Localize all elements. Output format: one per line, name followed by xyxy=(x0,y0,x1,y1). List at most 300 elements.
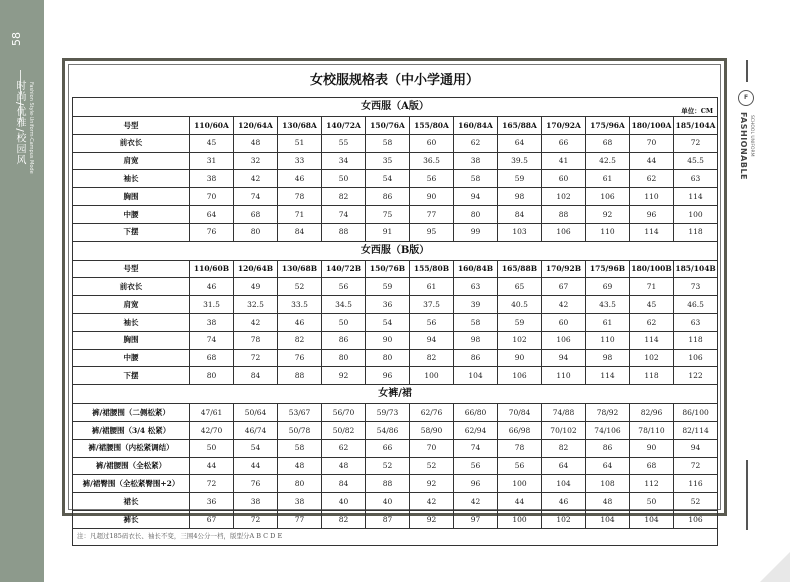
table-cell: 63 xyxy=(674,313,718,331)
table-cell: 48 xyxy=(234,134,278,152)
table-cell: 37.5 xyxy=(410,296,454,314)
row-label: 裙长 xyxy=(73,493,190,511)
table-row xyxy=(73,278,718,296)
table-cell: 36 xyxy=(366,296,410,314)
table-cell: 48 xyxy=(278,457,322,475)
table-row xyxy=(73,457,718,475)
size-header-cell: 175/96B xyxy=(586,260,630,278)
table-cell: 70/102 xyxy=(542,421,586,439)
table-cell: 62 xyxy=(630,313,674,331)
unit-label: 单位：CM xyxy=(681,106,714,115)
table-cell: 71 xyxy=(630,278,674,296)
size-header-cell: 160/84B xyxy=(454,260,498,278)
table-cell: 42 xyxy=(410,493,454,511)
table-cell: 88 xyxy=(542,205,586,223)
table-cell: 86/100 xyxy=(674,404,718,422)
table-cell: 49 xyxy=(234,278,278,296)
table-cell: 98 xyxy=(454,331,498,349)
table-cell: 59 xyxy=(498,170,542,188)
size-header-cell: 165/88A xyxy=(498,117,542,135)
brand-logo-icon: F xyxy=(738,90,754,106)
table-cell: 47/61 xyxy=(190,404,234,422)
table-cell: 76 xyxy=(234,475,278,493)
table-cell: 103 xyxy=(498,223,542,241)
size-header-cell: 110/60B xyxy=(190,260,234,278)
row-label: 前衣长 xyxy=(73,134,190,152)
table-cell: 66/98 xyxy=(498,421,542,439)
table-cell: 63 xyxy=(454,278,498,296)
size-header-cell: 185/104A xyxy=(674,117,718,135)
table-cell: 84 xyxy=(498,205,542,223)
table-cell: 99 xyxy=(454,223,498,241)
table-cell: 32 xyxy=(234,152,278,170)
table-cell: 91 xyxy=(366,223,410,241)
table-row xyxy=(73,296,718,314)
table-cell: 59 xyxy=(366,278,410,296)
size-header-cell: 170/92A xyxy=(542,117,586,135)
table-cell: 50 xyxy=(322,170,366,188)
section-title: 女裤/裙 xyxy=(73,385,718,404)
row-label: 裤/裙腰围（二侧松紧） xyxy=(73,404,190,422)
table-cell: 97 xyxy=(454,510,498,528)
table-cell: 88 xyxy=(366,475,410,493)
table-cell: 36.5 xyxy=(410,152,454,170)
size-header-cell: 140/72A xyxy=(322,117,366,135)
size-header-cell: 130/68A xyxy=(278,117,322,135)
table-cell: 106 xyxy=(586,188,630,206)
footnote: 注：凡超过185码衣长、袖长不变，三围4公分一档，版型分A B C D E xyxy=(73,528,718,545)
table-cell: 102 xyxy=(498,331,542,349)
table-cell: 50/78 xyxy=(278,421,322,439)
size-header-cell: 165/88B xyxy=(498,260,542,278)
table-cell: 68 xyxy=(586,134,630,152)
table-cell: 46.5 xyxy=(674,296,718,314)
table-cell: 82 xyxy=(322,510,366,528)
table-cell: 80 xyxy=(190,367,234,385)
table-cell: 104 xyxy=(454,367,498,385)
table-cell: 46 xyxy=(190,278,234,296)
row-label: 下摆 xyxy=(73,367,190,385)
brand-name: FASHIONABLE xyxy=(739,112,748,181)
table-cell: 106 xyxy=(542,223,586,241)
size-header-cell: 150/76B xyxy=(366,260,410,278)
table-cell: 100 xyxy=(498,510,542,528)
table-cell: 116 xyxy=(674,475,718,493)
row-label: 袖长 xyxy=(73,170,190,188)
table-cell: 43.5 xyxy=(586,296,630,314)
table-cell: 72 xyxy=(234,349,278,367)
table-row xyxy=(73,331,718,349)
table-cell: 87 xyxy=(366,510,410,528)
table-cell: 74 xyxy=(234,188,278,206)
table-cell: 68 xyxy=(190,349,234,367)
table-cell: 31 xyxy=(190,152,234,170)
table-cell: 60 xyxy=(542,313,586,331)
table-cell: 90 xyxy=(630,439,674,457)
table-cell: 44 xyxy=(234,457,278,475)
table-cell: 36 xyxy=(190,493,234,511)
table-cell: 94 xyxy=(674,439,718,457)
table-cell: 86 xyxy=(586,439,630,457)
table-cell: 39.5 xyxy=(498,152,542,170)
table-cell: 114 xyxy=(674,188,718,206)
table-cell: 74 xyxy=(190,331,234,349)
table-cell: 106 xyxy=(498,367,542,385)
table-cell: 82/96 xyxy=(630,404,674,422)
size-header-label: 号型 xyxy=(73,117,190,135)
table-cell: 77 xyxy=(278,510,322,528)
table-cell: 70/84 xyxy=(498,404,542,422)
table-cell: 118 xyxy=(630,367,674,385)
table-cell: 48 xyxy=(322,457,366,475)
table-cell: 70 xyxy=(190,188,234,206)
table-cell: 51 xyxy=(278,134,322,152)
table-cell: 73 xyxy=(674,278,718,296)
table-cell: 63 xyxy=(674,170,718,188)
table-row xyxy=(73,313,718,331)
table-cell: 50/82 xyxy=(322,421,366,439)
table-cell: 82 xyxy=(410,349,454,367)
brand-subtitle: SCHOOL UNIFORM xyxy=(749,115,754,157)
table-cell: 108 xyxy=(586,475,630,493)
table-cell: 71 xyxy=(278,205,322,223)
table-cell: 50 xyxy=(630,493,674,511)
table-cell: 82 xyxy=(542,439,586,457)
table-row xyxy=(73,475,718,493)
table-cell: 92 xyxy=(410,510,454,528)
sidebar-subtitle: Fashion Style·Uniform·Campus Mode xyxy=(28,82,34,174)
table-cell: 98 xyxy=(586,349,630,367)
table-cell: 74/88 xyxy=(542,404,586,422)
table-cell: 39 xyxy=(454,296,498,314)
table-cell: 78 xyxy=(498,439,542,457)
size-header-cell: 185/104B xyxy=(674,260,718,278)
table-cell: 56/70 xyxy=(322,404,366,422)
section-title: 女西服（B版） xyxy=(73,241,718,260)
size-header-cell: 120/64A xyxy=(234,117,278,135)
table-row xyxy=(73,421,718,439)
table-cell: 42/70 xyxy=(190,421,234,439)
table-row xyxy=(73,152,718,170)
table-cell: 38 xyxy=(234,493,278,511)
size-header-row xyxy=(73,260,718,278)
table-cell: 60 xyxy=(410,134,454,152)
table-cell: 112 xyxy=(630,475,674,493)
table-cell: 40 xyxy=(322,493,366,511)
table-cell: 72 xyxy=(674,134,718,152)
table-cell: 106 xyxy=(674,349,718,367)
table-cell: 72 xyxy=(674,457,718,475)
row-label: 裤/裙腰围（全松紧） xyxy=(73,457,190,475)
size-header-cell: 150/76A xyxy=(366,117,410,135)
table-cell: 110 xyxy=(586,223,630,241)
table-cell: 38 xyxy=(278,493,322,511)
table-cell: 62 xyxy=(454,134,498,152)
page-number: 58 xyxy=(10,32,23,46)
table-cell: 67 xyxy=(542,278,586,296)
table-cell: 102 xyxy=(542,188,586,206)
table-cell: 50 xyxy=(190,439,234,457)
table-cell: 78 xyxy=(234,331,278,349)
table-cell: 102 xyxy=(630,349,674,367)
row-label: 胸围 xyxy=(73,188,190,206)
table-cell: 44 xyxy=(190,457,234,475)
table-cell: 76 xyxy=(190,223,234,241)
table-cell: 96 xyxy=(454,475,498,493)
page-curl-corner xyxy=(760,552,790,582)
table-cell: 62 xyxy=(630,170,674,188)
table-cell: 42.5 xyxy=(586,152,630,170)
table-cell: 104 xyxy=(586,510,630,528)
table-row xyxy=(73,223,718,241)
size-header-cell: 155/80A xyxy=(410,117,454,135)
table-cell: 56 xyxy=(410,170,454,188)
table-cell: 52 xyxy=(410,457,454,475)
table-row xyxy=(73,188,718,206)
table-cell: 90 xyxy=(498,349,542,367)
table-cell: 78/110 xyxy=(630,421,674,439)
table-cell: 94 xyxy=(454,188,498,206)
table-cell: 60 xyxy=(542,170,586,188)
table-cell: 59 xyxy=(498,313,542,331)
size-spec-table xyxy=(72,97,718,546)
table-cell: 92 xyxy=(586,205,630,223)
table-cell: 69 xyxy=(586,278,630,296)
table-cell: 40.5 xyxy=(498,296,542,314)
table-cell: 52 xyxy=(674,493,718,511)
size-header-cell: 180/100A xyxy=(630,117,674,135)
table-cell: 52 xyxy=(366,457,410,475)
row-label: 肩宽 xyxy=(73,296,190,314)
table-cell: 74 xyxy=(322,205,366,223)
table-cell: 110 xyxy=(630,188,674,206)
size-header-row xyxy=(73,117,718,135)
table-cell: 58 xyxy=(278,439,322,457)
table-cell: 42 xyxy=(542,296,586,314)
table-cell: 88 xyxy=(278,367,322,385)
table-cell: 38 xyxy=(454,152,498,170)
table-cell: 68 xyxy=(234,205,278,223)
table-cell: 104 xyxy=(542,475,586,493)
table-cell: 94 xyxy=(410,331,454,349)
table-cell: 46 xyxy=(542,493,586,511)
table-cell: 90 xyxy=(366,331,410,349)
table-cell: 118 xyxy=(674,331,718,349)
table-cell: 56 xyxy=(322,278,366,296)
table-cell: 106 xyxy=(542,331,586,349)
table-cell: 102 xyxy=(542,510,586,528)
section-header-row xyxy=(73,241,718,260)
section-title: 女西服（A版） 单位：CM xyxy=(73,98,718,117)
table-cell: 72 xyxy=(234,510,278,528)
spec-table-frame xyxy=(62,58,727,541)
table-cell: 78/92 xyxy=(586,404,630,422)
brand-strip xyxy=(736,60,758,530)
table-cell: 50 xyxy=(322,313,366,331)
page-title: 女校服规格表（中小学通用） xyxy=(309,73,479,88)
table-cell: 34.5 xyxy=(322,296,366,314)
table-cell: 84 xyxy=(234,367,278,385)
table-cell: 64 xyxy=(498,134,542,152)
table-cell: 76 xyxy=(278,349,322,367)
table-cell: 62 xyxy=(322,439,366,457)
table-cell: 58 xyxy=(366,134,410,152)
table-row xyxy=(73,134,718,152)
table-cell: 54/86 xyxy=(366,421,410,439)
table-cell: 64 xyxy=(542,457,586,475)
table-cell: 33.5 xyxy=(278,296,322,314)
table-cell: 118 xyxy=(674,223,718,241)
table-row xyxy=(73,439,718,457)
table-cell: 61 xyxy=(586,170,630,188)
table-cell: 35 xyxy=(366,152,410,170)
table-cell: 67 xyxy=(190,510,234,528)
table-cell: 62/76 xyxy=(410,404,454,422)
table-cell: 52 xyxy=(278,278,322,296)
table-cell: 66 xyxy=(366,439,410,457)
brand-top-bar xyxy=(746,60,748,82)
table-cell: 56 xyxy=(454,457,498,475)
brand-bottom-bar xyxy=(746,460,748,530)
size-header-cell: 175/96A xyxy=(586,117,630,135)
row-label: 中腰 xyxy=(73,349,190,367)
table-cell: 45 xyxy=(190,134,234,152)
table-cell: 46/74 xyxy=(234,421,278,439)
size-header-cell: 155/80B xyxy=(410,260,454,278)
table-row xyxy=(73,205,718,223)
table-cell: 46 xyxy=(278,170,322,188)
table-cell: 84 xyxy=(278,223,322,241)
table-cell: 42 xyxy=(234,170,278,188)
size-header-cell: 120/64B xyxy=(234,260,278,278)
table-cell: 38 xyxy=(190,170,234,188)
row-label: 裤/裙腰围（3/4 松紧） xyxy=(73,421,190,439)
table-cell: 96 xyxy=(630,205,674,223)
table-cell: 54 xyxy=(234,439,278,457)
row-label: 裤长 xyxy=(73,510,190,528)
table-cell: 68 xyxy=(630,457,674,475)
table-cell: 110 xyxy=(542,367,586,385)
table-cell: 40 xyxy=(366,493,410,511)
table-cell: 110 xyxy=(586,331,630,349)
table-cell: 92 xyxy=(322,367,366,385)
table-cell: 86 xyxy=(322,331,366,349)
table-cell: 31.5 xyxy=(190,296,234,314)
table-cell: 77 xyxy=(410,205,454,223)
table-cell: 46 xyxy=(278,313,322,331)
table-cell: 75 xyxy=(366,205,410,223)
table-cell: 106 xyxy=(674,510,718,528)
table-row xyxy=(73,170,718,188)
table-cell: 45 xyxy=(630,296,674,314)
table-cell: 80 xyxy=(278,475,322,493)
table-cell: 58 xyxy=(454,313,498,331)
table-cell: 100 xyxy=(498,475,542,493)
table-cell: 80 xyxy=(366,349,410,367)
table-cell: 61 xyxy=(586,313,630,331)
table-cell: 53/67 xyxy=(278,404,322,422)
table-cell: 64 xyxy=(586,457,630,475)
table-cell: 82/114 xyxy=(674,421,718,439)
table-cell: 122 xyxy=(674,367,718,385)
size-header-label: 号型 xyxy=(73,260,190,278)
table-cell: 33 xyxy=(278,152,322,170)
table-cell: 41 xyxy=(542,152,586,170)
table-cell: 42 xyxy=(234,313,278,331)
table-cell: 74/106 xyxy=(586,421,630,439)
table-cell: 34 xyxy=(322,152,366,170)
table-cell: 95 xyxy=(410,223,454,241)
row-label: 裤/裙臀围（全松紧臀围+2） xyxy=(73,475,190,493)
table-cell: 114 xyxy=(630,331,674,349)
section-header-row xyxy=(73,98,718,117)
table-cell: 48 xyxy=(586,493,630,511)
table-cell: 82 xyxy=(278,331,322,349)
table-cell: 61 xyxy=(410,278,454,296)
table-cell: 54 xyxy=(366,170,410,188)
table-cell: 32.5 xyxy=(234,296,278,314)
size-header-cell: 180/100B xyxy=(630,260,674,278)
table-row xyxy=(73,349,718,367)
left-sidebar xyxy=(0,0,44,582)
size-header-cell: 160/84A xyxy=(454,117,498,135)
table-cell: 56 xyxy=(410,313,454,331)
table-cell: 44 xyxy=(630,152,674,170)
sidebar-title: 时尚/优雅/校园风 xyxy=(14,80,25,166)
table-cell: 86 xyxy=(366,188,410,206)
table-cell: 56 xyxy=(498,457,542,475)
table-cell: 70 xyxy=(410,439,454,457)
table-cell: 86 xyxy=(454,349,498,367)
table-cell: 114 xyxy=(586,367,630,385)
table-cell: 100 xyxy=(410,367,454,385)
table-cell: 64 xyxy=(190,205,234,223)
row-label: 肩宽 xyxy=(73,152,190,170)
table-cell: 88 xyxy=(322,223,366,241)
row-label: 裤/裙腰围（内松紧调结） xyxy=(73,439,190,457)
table-cell: 80 xyxy=(322,349,366,367)
table-cell: 66 xyxy=(542,134,586,152)
table-cell: 78 xyxy=(278,188,322,206)
note-row xyxy=(73,528,718,545)
table-cell: 58 xyxy=(454,170,498,188)
table-cell: 38 xyxy=(190,313,234,331)
table-cell: 80 xyxy=(454,205,498,223)
row-label: 前衣长 xyxy=(73,278,190,296)
table-cell: 65 xyxy=(498,278,542,296)
table-row xyxy=(73,404,718,422)
table-cell: 55 xyxy=(322,134,366,152)
table-cell: 42 xyxy=(454,493,498,511)
table-cell: 62/94 xyxy=(454,421,498,439)
size-header-cell: 110/60A xyxy=(190,117,234,135)
table-row xyxy=(73,510,718,528)
row-label: 中腰 xyxy=(73,205,190,223)
size-header-cell: 130/68B xyxy=(278,260,322,278)
table-cell: 92 xyxy=(410,475,454,493)
row-label: 胸围 xyxy=(73,331,190,349)
size-header-cell: 170/92B xyxy=(542,260,586,278)
table-cell: 90 xyxy=(410,188,454,206)
table-cell: 94 xyxy=(542,349,586,367)
size-header-cell: 140/72B xyxy=(322,260,366,278)
table-cell: 100 xyxy=(674,205,718,223)
table-cell: 54 xyxy=(366,313,410,331)
table-row xyxy=(73,493,718,511)
table-cell: 44 xyxy=(498,493,542,511)
row-label: 袖长 xyxy=(73,313,190,331)
table-cell: 70 xyxy=(630,134,674,152)
